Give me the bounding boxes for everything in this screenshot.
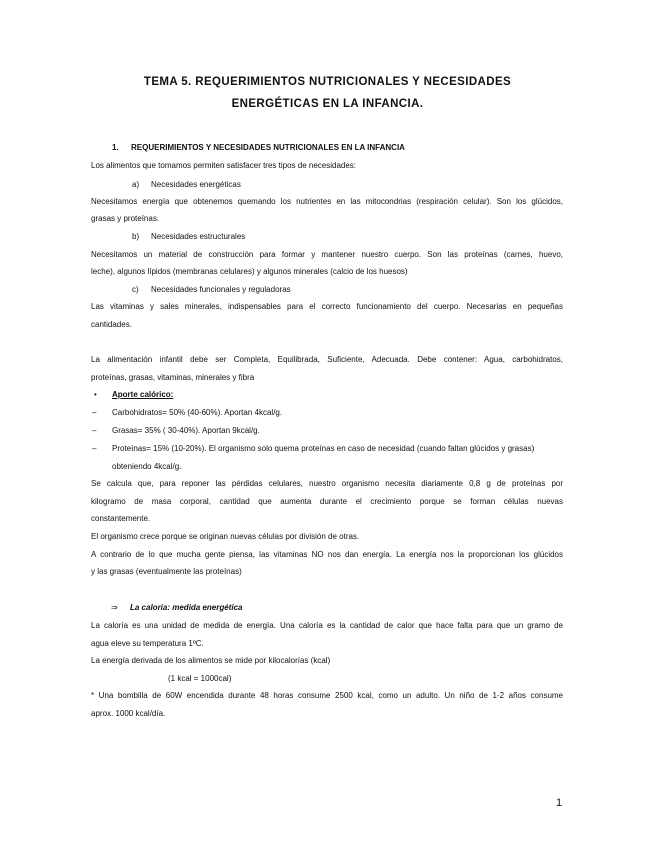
dash-icon: – — [92, 444, 97, 453]
dash-icon: – — [92, 408, 97, 417]
calorie-heading: La caloría: medida energética — [130, 603, 243, 612]
caloric-proteins: Proteínas= 15% (10-20%). El organismo solo quema proteínas en caso de necesidad (cuando faltan glúcidos y grasas) — [112, 444, 535, 453]
paragraph3-line2: y las grasas (eventualmente las proteínas) — [91, 567, 242, 576]
need-label-b: Necesidades estructurales — [151, 232, 246, 241]
need-label-a: Necesidades energéticas — [151, 180, 241, 189]
need-marker-a: a) — [132, 180, 140, 189]
caloric-carbs: Carbohidratos= 50% (40-60%). Aportan 4kcal/g. — [112, 408, 283, 417]
page-number: 1 — [556, 797, 563, 809]
document-title-line1: TEMA 5. REQUERIMIENTOS NUTRICIONALES Y NECESIDADES — [143, 76, 512, 88]
need-text-a-line1: Necesitamos energía que obtenemos quemando los nutrientes en las mitocondrias (respiración celular). Son los glúcidos, — [91, 197, 563, 206]
paragraph2: El organismo crece porque se originan nuevas células por división de otras. — [91, 532, 360, 541]
intro-text: Los alimentos que tomamos permiten satisfacer tres tipos de necesidades: — [91, 161, 357, 170]
dash-icon: – — [92, 426, 97, 435]
paragraph1-line2: kilogramo de masa corporal, cantidad que aumenta durante el crecimiento porque se forman células nuevas — [91, 497, 563, 506]
need-text-a-line2: grasas y proteínas. — [91, 214, 160, 223]
feeding-line2: proteínas, grasas, vitaminas, minerales y fibra — [91, 373, 255, 382]
need-text-b-line1: Necesitamos un material de construcción para formar y mantener nuestro cuerpo. Son las proteínas (carnes, huevo, — [91, 250, 563, 259]
calorie-line1: La caloría es una unidad de medida de energía. Una caloría es la cantidad de calor que hace falta para que un gramo de — [91, 621, 563, 630]
calorie-note-line1: * Una bombilla de 60W encendida durante 48 horas consume 2500 kcal, como un adulto. Un niño de 1-2 años consume — [91, 691, 563, 700]
calorie-line2: agua eleve su temperatura 1ºC. — [91, 639, 204, 648]
need-text-c-line1: Las vitaminas y sales minerales, indispensables para el correcto funcionamiento del cuerpo. Necesarias en pequeñas — [91, 302, 563, 311]
caloric-heading: Aporte calórico: — [112, 390, 174, 399]
need-marker-c: c) — [132, 285, 139, 294]
calorie-note-line2: aprox. 1000 kcal/día. — [91, 709, 166, 718]
need-text-c-line2: cantidades. — [91, 320, 132, 329]
section-heading: REQUERIMIENTOS Y NECESIDADES NUTRICIONALES EN LA INFANCIA — [131, 143, 405, 152]
arrow-icon: ⇒ — [111, 603, 118, 612]
document-title-line2: ENERGÉTICAS EN LA INFANCIA. — [231, 98, 424, 110]
bullet-icon: • — [94, 390, 97, 399]
need-marker-b: b) — [132, 232, 140, 241]
need-label-c: Necesidades funcionales y reguladoras — [151, 285, 291, 294]
calorie-formula: (1 kcal = 1000cal) — [168, 674, 232, 683]
paragraph1-line3: constantemente. — [91, 514, 151, 523]
paragraph3-line1: A contrario de lo que mucha gente piensa, las vitaminas NO nos dan energía. La energía nos la proporcionan los glúcidos — [91, 550, 563, 559]
caloric-proteins-cont: obteniendo 4kcal/g. — [112, 462, 182, 471]
need-text-b-line2: leche), algunos lípidos (membranas celulares) y algunos minerales (calcio de los huesos) — [91, 267, 408, 276]
section-number: 1. — [112, 143, 119, 152]
calorie-line3: La energía derivada de los alimentos se mide por kilocalorías (kcal) — [91, 656, 331, 665]
caloric-fats: Grasas= 35% ( 30-40%). Aportan 9kcal/g. — [112, 426, 260, 435]
paragraph1-line1: Se calcula que, para reponer las pérdidas celulares, nuestro organismo necesita diariamente 0,8 g de proteínas por — [91, 479, 563, 488]
feeding-line1: La alimentación infantil debe ser Completa, Equilibrada, Suficiente, Adecuada. Debe contener: Agua, carbohidratos, — [91, 355, 563, 364]
